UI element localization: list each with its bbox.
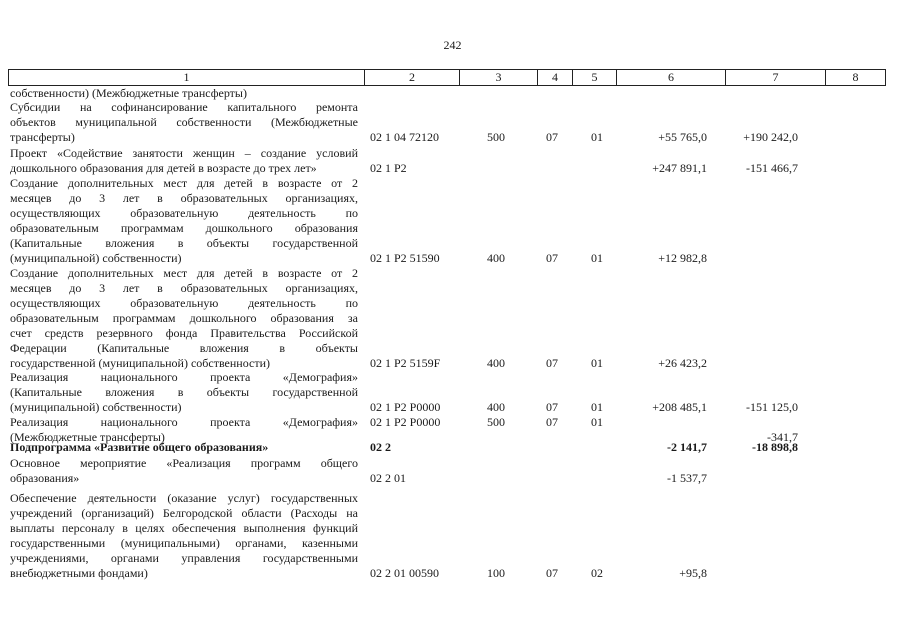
description-line: Субсидии на софинансирование капитального ремонта (10, 100, 358, 114)
amount-col-7: -151 125,0 (746, 400, 798, 414)
subsection: 01 (591, 415, 603, 429)
row-description (10, 86, 358, 101)
row-description (10, 176, 358, 266)
description-line: объектов муниципальной собственности (Межбюджетные (10, 115, 358, 129)
expense-type: 400 (487, 400, 505, 414)
header-col-4: 4 (538, 70, 573, 86)
description-line: трансферты) (10, 130, 75, 144)
subsection: 02 (591, 566, 603, 580)
description-line: дошкольного образования для детей в возрасте до трех лет» (10, 161, 317, 175)
description-line: Проект «Содействие занятости женщин – создание условий (10, 146, 358, 160)
budget-code: 02 1 P2 P0000 (370, 415, 441, 429)
description-line: Реализация национального проекта «Демография» (10, 370, 358, 384)
row-description (10, 491, 358, 581)
expense-type: 400 (487, 356, 505, 370)
description-line: осуществляющих образовательную деятельность по (10, 206, 358, 220)
table-header (8, 69, 886, 86)
amount-col-7: -341,7 (767, 430, 798, 444)
description-line: государственными (муниципальными) органами, казенными (10, 536, 358, 550)
description-line: Подпрограмма «Развитие общего образования» (10, 440, 269, 454)
description-line: образования» (10, 471, 80, 485)
header-col-8: 8 (826, 70, 886, 86)
budget-code: 02 2 01 00590 (370, 566, 439, 580)
row-description (10, 370, 358, 415)
row-description (10, 266, 358, 371)
header-col-5: 5 (573, 70, 617, 86)
amount-col-6: -1 537,7 (667, 471, 707, 485)
description-line: осуществляющих образовательную деятельность по (10, 296, 358, 310)
description-line: месяцев до 3 лет в образовательных организациях, (10, 191, 358, 205)
section: 07 (546, 356, 558, 370)
amount-col-6: +208 485,1 (652, 400, 707, 414)
description-line: учреждений (организаций) Белгородской области (Расходы на (10, 506, 358, 520)
budget-code: 02 1 P2 51590 (370, 251, 440, 265)
page-number: 242 (443, 38, 462, 52)
description-line: Обеспечение деятельности (оказание услуг) государственных (10, 491, 358, 505)
section: 07 (546, 130, 558, 144)
header-col-1: 1 (9, 70, 365, 86)
subsection: 01 (591, 251, 603, 265)
description-line: внебюджетными фондами) (10, 566, 148, 580)
budget-code: 02 1 P2 (370, 161, 407, 175)
expense-type: 100 (487, 566, 505, 580)
section: 07 (546, 251, 558, 265)
amount-col-6: +95,8 (679, 566, 707, 580)
section: 07 (546, 400, 558, 414)
amount-col-6: +26 423,2 (658, 356, 707, 370)
expense-type: 500 (487, 415, 505, 429)
amount-col-7: -18 898,8 (752, 440, 798, 454)
header-col-2: 2 (365, 70, 460, 86)
amount-col-6: +55 765,0 (658, 130, 707, 144)
description-line: Реализация национального проекта «Демография» (10, 415, 358, 429)
row-description (10, 456, 358, 486)
header-col-6: 6 (617, 70, 726, 86)
description-line: учреждениями, органами управления государственными (10, 551, 358, 565)
description-line: Создание дополнительных мест для детей в возрасте от 2 (10, 176, 358, 190)
description-line: (муниципальной) собственности) (10, 400, 182, 414)
description-line: Федерации (Капитальные вложения в объекты (10, 341, 358, 355)
description-line: собственности) (Межбюджетные трансферты) (10, 86, 247, 100)
amount-col-7: +190 242,0 (743, 130, 798, 144)
budget-code: 02 1 04 72120 (370, 130, 439, 144)
description-line: Основное мероприятие «Реализация программ общего (10, 456, 358, 470)
amount-col-7: -151 466,7 (746, 161, 798, 175)
budget-code: 02 2 01 (370, 471, 406, 485)
description-line: счет средств резервного фонда Правительства Российской (10, 326, 358, 340)
description-line: выплаты персоналу в целях обеспечения выполнения функций (10, 521, 358, 535)
expense-type: 400 (487, 251, 505, 265)
amount-col-6: +12 982,8 (658, 251, 707, 265)
header-col-7: 7 (726, 70, 826, 86)
header-col-3: 3 (460, 70, 538, 86)
budget-code: 02 1 P2 5159F (370, 356, 441, 370)
expense-type: 500 (487, 130, 505, 144)
description-line: образовательным программам дошкольного образования (10, 221, 358, 235)
amount-col-6: +247 891,1 (652, 161, 707, 175)
description-line: (Межбюджетные трансферты) (10, 430, 165, 444)
description-line: (Капитальные вложения в объекты государственной (10, 236, 358, 250)
amount-col-6: -2 141,7 (667, 440, 707, 454)
row-description (10, 146, 358, 176)
description-line: образовательным программам дошкольного образования за (10, 311, 358, 325)
description-line: месяцев до 3 лет в образовательных организациях, (10, 281, 358, 295)
description-line: (муниципальной) собственности) (10, 251, 182, 265)
budget-code: 02 1 P2 P0000 (370, 400, 441, 414)
subsection: 01 (591, 130, 603, 144)
section: 07 (546, 415, 558, 429)
subsection: 01 (591, 356, 603, 370)
description-line: государственной (муниципальной) собственности) (10, 356, 271, 370)
row-description (10, 440, 358, 455)
subsection: 01 (591, 400, 603, 414)
budget-code: 02 2 (370, 440, 391, 454)
description-line: (Капитальные вложения в объекты государственной (10, 385, 358, 399)
section: 07 (546, 566, 558, 580)
description-line: Создание дополнительных мест для детей в возрасте от 2 (10, 266, 358, 280)
row-description (10, 100, 358, 145)
